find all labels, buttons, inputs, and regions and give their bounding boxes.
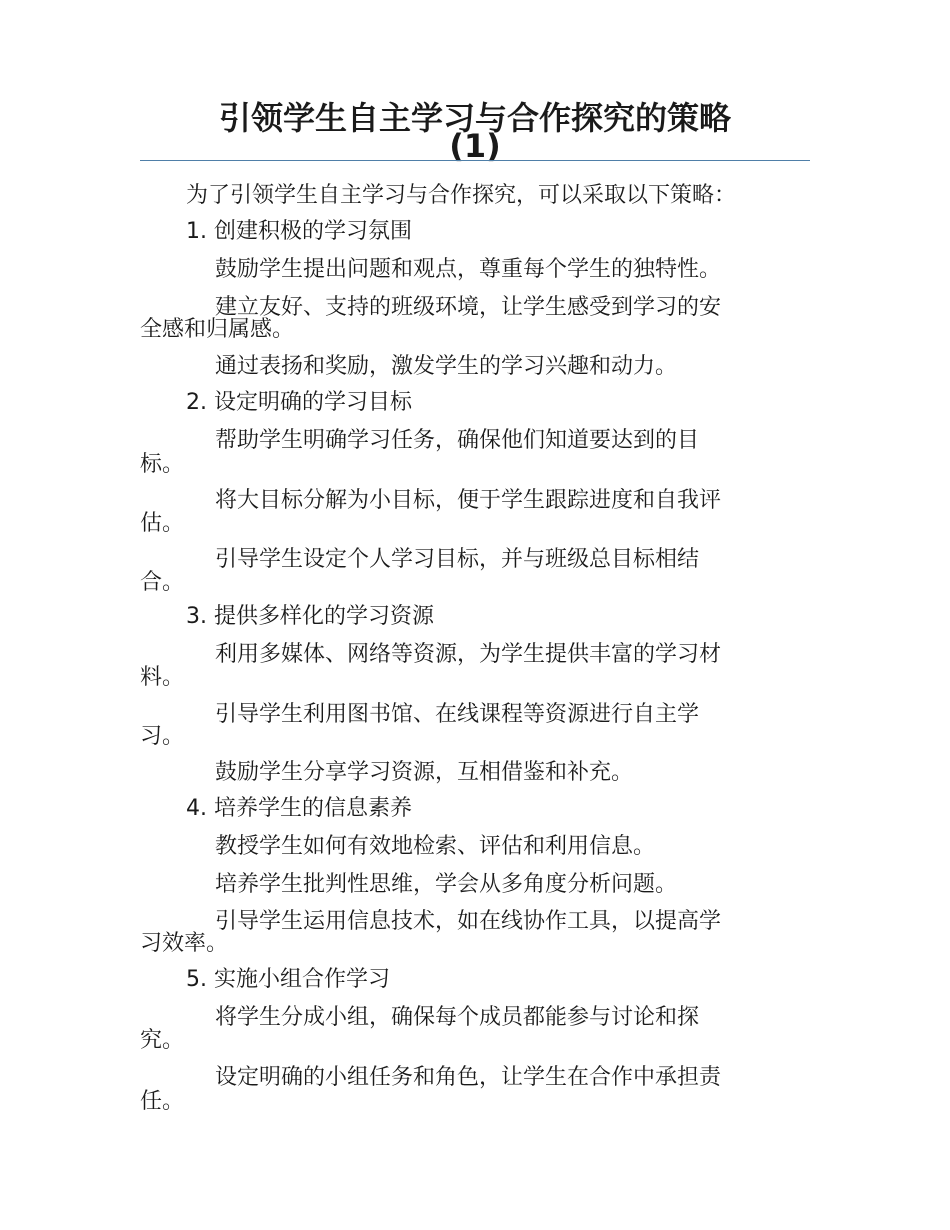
section-heading: 2. 设定明确的学习目标 [186, 390, 412, 415]
list-item: 将学生分成小组，确保每个成员都能参与讨论和探 [215, 1005, 700, 1030]
list-item: 引导学生运用信息技术，如在线协作工具，以提高学 [215, 909, 722, 934]
list-item: 建立友好、支持的班级环境，让学生感受到学习的安 [215, 295, 722, 320]
section-heading: 1. 创建积极的学习氛围 [186, 219, 412, 244]
list-item: 培养学生批判性思维，学会从多角度分析问题。 [215, 872, 678, 897]
list-item: 引导学生利用图书馆、在线课程等资源进行自主学 [215, 702, 700, 727]
title-divider [140, 160, 810, 161]
section-heading: 4. 培养学生的信息素养 [186, 796, 412, 821]
list-item: 帮助学生明确学习任务，确保他们知道要达到的目 [215, 428, 700, 453]
section-heading: 3. 提供多样化的学习资源 [186, 604, 434, 629]
list-item-continuation: 任。 [140, 1089, 185, 1114]
list-item: 引导学生设定个人学习目标，并与班级总目标相结 [215, 547, 700, 572]
list-item-continuation: 估。 [140, 511, 185, 536]
section-heading: 5. 实施小组合作学习 [186, 967, 390, 992]
intro-paragraph: 为了引领学生自主学习与合作探究，可以采取以下策略： [186, 183, 737, 208]
list-item: 利用多媒体、网络等资源，为学生提供丰富的学习材 [215, 642, 722, 667]
list-item-continuation: 合。 [140, 570, 185, 595]
list-item-continuation: 全感和归属感。 [140, 317, 295, 342]
list-item: 教授学生如何有效地检索、评估和利用信息。 [215, 834, 656, 859]
list-item: 通过表扬和奖励，激发学生的学习兴趣和动力。 [215, 354, 678, 379]
list-item-continuation: 习。 [140, 724, 185, 749]
document-title: 引领学生自主学习与合作探究的策略 [218, 99, 731, 137]
list-item-continuation: 标。 [140, 452, 185, 477]
list-item: 鼓励学生分享学习资源，互相借鉴和补充。 [215, 760, 634, 785]
document-title-suffix: (1) [449, 127, 501, 165]
list-item-continuation: 料。 [140, 665, 185, 690]
list-item-continuation: 究。 [140, 1028, 185, 1053]
list-item-continuation: 习效率。 [140, 931, 229, 956]
list-item: 将大目标分解为小目标，便于学生跟踪进度和自我评 [215, 488, 722, 513]
list-item: 设定明确的小组任务和角色，让学生在合作中承担责 [215, 1065, 722, 1090]
list-item: 鼓励学生提出问题和观点，尊重每个学生的独特性。 [215, 257, 722, 282]
